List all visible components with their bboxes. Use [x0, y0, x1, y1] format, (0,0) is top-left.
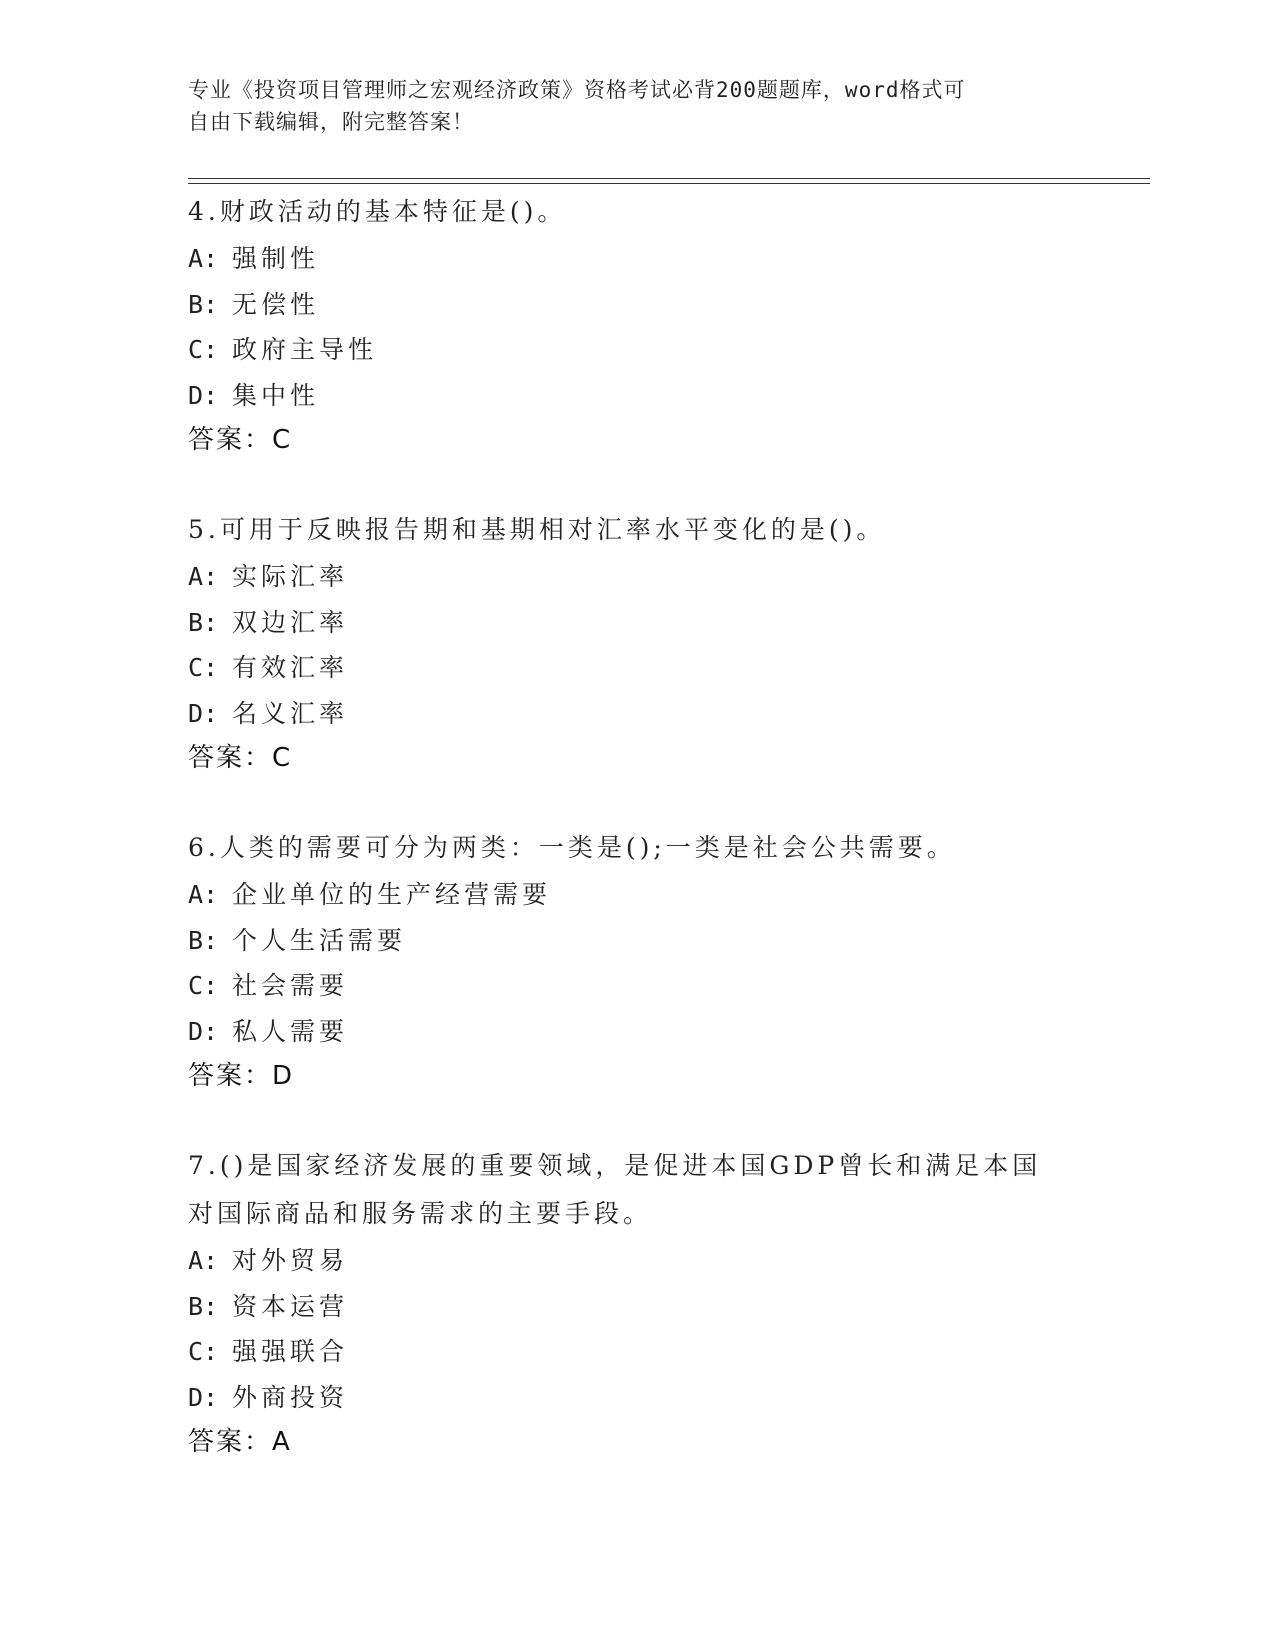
- answer-line: 答案：D: [188, 1061, 295, 1091]
- option-b: [188, 282, 1068, 328]
- option-b: [188, 918, 1068, 964]
- option-letter: C:: [188, 653, 219, 682]
- header-line-1: 专业《投资项目管理师之宏观经济政策》资格考试必背200题题库，word格式可: [188, 78, 966, 102]
- question-stem: 7.()是国家经济发展的重要领域，是促进本国GDP曾长和满足本国对国际商品和服务需求的主要手段。: [188, 1151, 1042, 1228]
- option-text: 强强联合: [232, 1337, 349, 1366]
- document-header: [188, 74, 1068, 138]
- option-a: [188, 554, 1068, 600]
- option-letter: C:: [188, 1337, 219, 1366]
- option-text: 企业单位的生产经营需要: [232, 880, 552, 909]
- option-c: [188, 963, 1068, 1009]
- option-text: 外商投资: [232, 1382, 349, 1412]
- option-text: 对外贸易: [232, 1246, 349, 1275]
- question-block: [188, 824, 1068, 1100]
- option-text: 私人需要: [232, 1016, 349, 1046]
- option-letter: D:: [188, 1382, 219, 1412]
- option-letter: B:: [188, 925, 219, 955]
- question-block: [188, 506, 1068, 782]
- option-letter: B:: [188, 607, 219, 637]
- option-letter: C:: [188, 971, 219, 1000]
- option-letter: B:: [188, 289, 219, 319]
- question-block: [188, 188, 1068, 464]
- question-block: [188, 1142, 1068, 1466]
- option-text: 集中性: [232, 380, 320, 410]
- option-c: [188, 327, 1068, 373]
- option-text: 无偿性: [232, 289, 320, 319]
- option-text: 资本运营: [232, 1291, 349, 1321]
- question-stem: 4.财政活动的基本特征是()。: [188, 197, 567, 226]
- header-line-2: 自由下载编辑，附完整答案！: [188, 110, 474, 134]
- option-letter: A:: [188, 880, 219, 909]
- option-text: 政府主导性: [232, 335, 378, 364]
- answer-line: 答案：C: [188, 743, 293, 773]
- option-a: [188, 1238, 1068, 1284]
- option-d: [188, 691, 1068, 737]
- option-letter: C:: [188, 335, 219, 364]
- option-text: 有效汇率: [232, 653, 349, 682]
- option-b: [188, 600, 1068, 646]
- option-a: [188, 236, 1068, 282]
- option-letter: B:: [188, 1291, 219, 1321]
- option-letter: D:: [188, 380, 219, 410]
- option-b: [188, 1284, 1068, 1330]
- option-text: 强制性: [232, 244, 320, 273]
- question-stem: 5.可用于反映报告期和基期相对汇率水平变化的是()。: [188, 515, 886, 544]
- option-d: [188, 1375, 1068, 1421]
- option-letter: A:: [188, 562, 219, 591]
- header-divider-bottom: [188, 183, 1150, 184]
- option-text: 名义汇率: [232, 698, 349, 728]
- header-divider-top: [188, 178, 1150, 179]
- answer-line: 答案：C: [188, 425, 293, 455]
- answer-line: 答案：A: [188, 1427, 292, 1457]
- option-text: 社会需要: [232, 971, 349, 1000]
- option-d: [188, 1009, 1068, 1055]
- option-text: 双边汇率: [232, 607, 349, 637]
- option-letter: A:: [188, 244, 219, 273]
- option-text: 实际汇率: [232, 562, 349, 591]
- question-stem: 6.人类的需要可分为两类：一类是();一类是社会公共需要。: [188, 833, 956, 862]
- option-d: [188, 373, 1068, 419]
- option-c: [188, 1329, 1068, 1375]
- option-c: [188, 645, 1068, 691]
- option-a: [188, 872, 1068, 918]
- option-text: 个人生活需要: [232, 925, 407, 955]
- option-letter: A:: [188, 1246, 219, 1275]
- option-letter: D:: [188, 1016, 219, 1046]
- option-letter: D:: [188, 698, 219, 728]
